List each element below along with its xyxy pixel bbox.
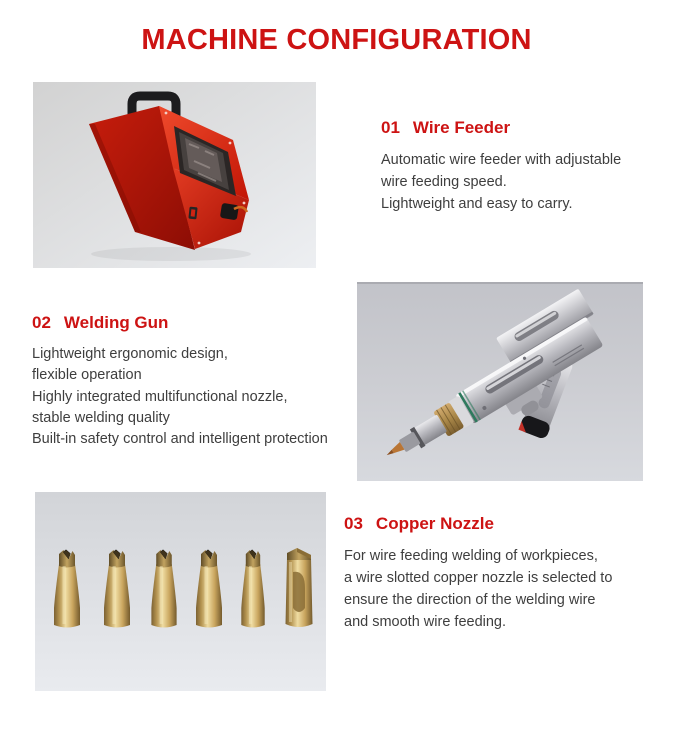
section-name: Welding Gun [63,313,169,332]
description-line: Lightweight ergonomic design, [32,346,228,362]
section-description [32,344,328,450]
section-wire-feeder [381,118,621,215]
section-name: Wire Feeder [412,118,511,137]
section-number: 01 [381,118,400,137]
section-heading-wire-feeder [381,118,621,138]
section-copper-nozzle [344,514,612,633]
description-line: wire feeding speed. [381,174,507,190]
section-number: 03 [344,514,363,533]
description-line: Automatic wire feeder with adjustable [381,152,622,168]
section-name: Copper Nozzle [375,514,494,533]
section-description [344,545,612,633]
description-line: a wire slotted copper nozzle is selected to [344,570,613,586]
description-line: flexible operation [32,367,142,384]
welding-gun-photo [357,282,643,481]
section-welding-gun [32,313,328,450]
wire-feeder-machine-image [33,82,316,268]
description-line: ensure the direction of the welding wire [344,592,596,608]
description-line: and smooth wire feeding. [344,614,507,630]
description-line: Built-in safety control and intelligent protection [32,431,328,448]
description-line: For wire feeding welding of workpieces, [344,548,598,564]
description-line: Highly integrated multifunctional nozzle, [32,388,288,405]
copper-nozzles-photo [35,492,326,691]
description-line: Lightweight and easy to carry. [381,196,573,212]
copper-nozzles-set-image [35,492,326,691]
handheld-welding-gun-image [357,282,643,481]
wire-feeder-photo [33,82,316,268]
section-description [381,149,621,215]
section-heading-welding-gun [32,313,328,333]
section-heading-copper-nozzle [344,514,612,534]
section-number: 02 [32,313,51,332]
page-title: MACHINE CONFIGURATION [141,24,532,56]
description-line: stable welding quality [32,409,170,426]
